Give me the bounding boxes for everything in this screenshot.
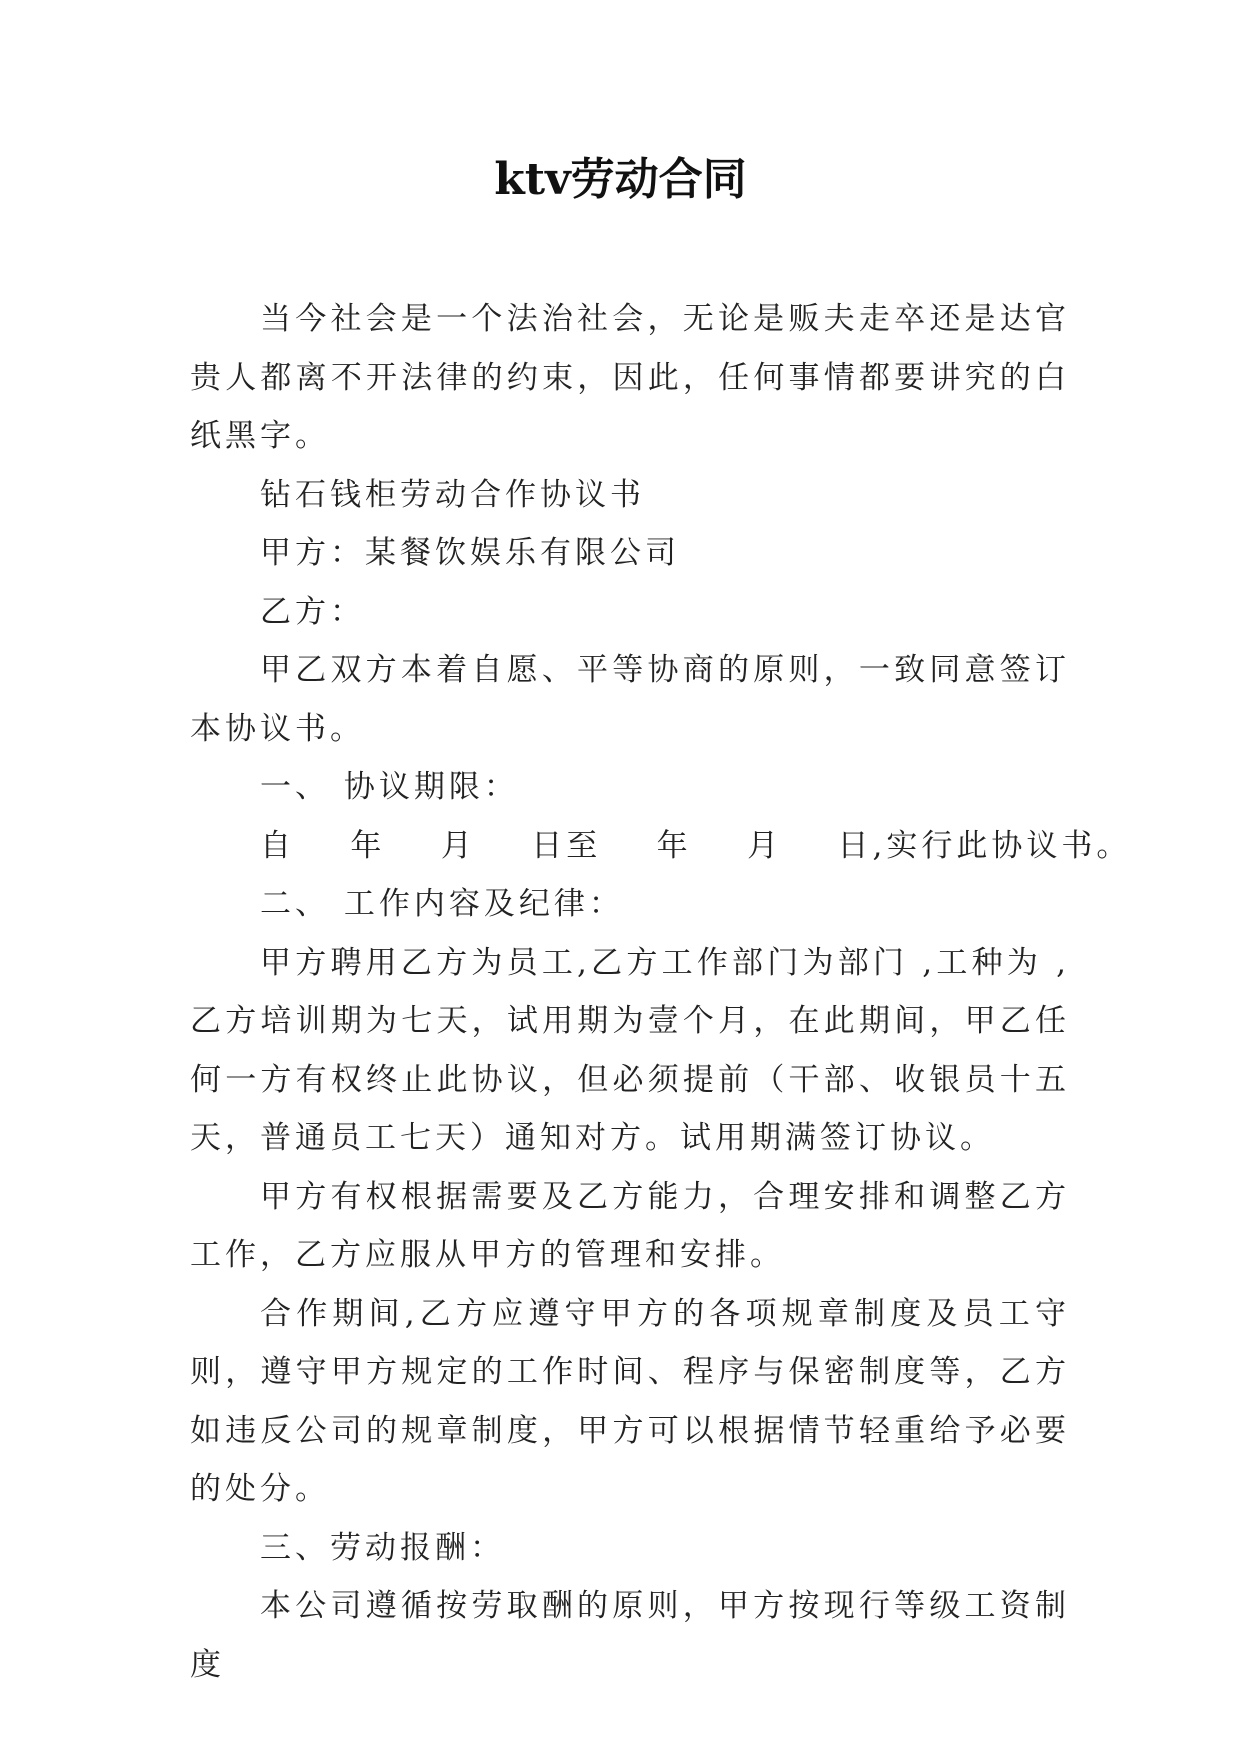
rules-paragraph: 合作期间,乙方应遵守甲方的各项规章制度及员工守则，遵守甲方规定的工作时间、程序与保密制度等，乙方如违反公司的规章制度，甲方可以根据情节轻重给予必要的处分。 — [190, 1295, 1070, 1507]
intro-paragraph: 当今社会是一个法治社会，无论是贩夫走卒还是达官贵人都离不开法律的约束，因此，任何事情都要讲究的白纸黑字。 — [190, 301, 1070, 454]
employment-paragraph: 甲方聘用乙方为员工,乙方工作部门为部门 ,工种为 ,乙方培训期为七天，试用期为壹个月，在此期间，甲乙任何一方有权终止此协议，但必须提前（干部、收银员十五天，普通员工七天）通知对方。试用期满签订协议。 — [190, 944, 1070, 1156]
section-2-heading: 二、 工作内容及纪律： — [260, 886, 624, 922]
section-3-heading: 三、劳动报酬： — [260, 1529, 505, 1566]
section-1-heading: 一、 协议期限： — [260, 769, 519, 805]
party-a-line: 甲方：某餐饮娱乐有限公司 — [260, 535, 680, 571]
remuneration-paragraph: 本公司遵循按劳取酬的原则，甲方按现行等级工资制度 — [190, 1588, 1070, 1683]
document-body — [190, 290, 1132, 1694]
agreement-heading: 钻石钱柜劳动合作协议书 — [260, 476, 645, 513]
agreement-term-line: 自 年 月 日至 年 月 日,实行此协议书。 — [260, 827, 1132, 864]
principle-paragraph: 甲乙双方本着自愿、平等协商的原则，一致同意签订本协议书。 — [190, 652, 1070, 747]
document-title: ktv劳动合同 — [494, 154, 747, 205]
party-b-line: 乙方： — [260, 593, 365, 630]
work-arrangement-paragraph: 甲方有权根据需要及乙方能力，合理安排和调整乙方工作，乙方应服从甲方的管理和安排。 — [190, 1178, 1070, 1273]
